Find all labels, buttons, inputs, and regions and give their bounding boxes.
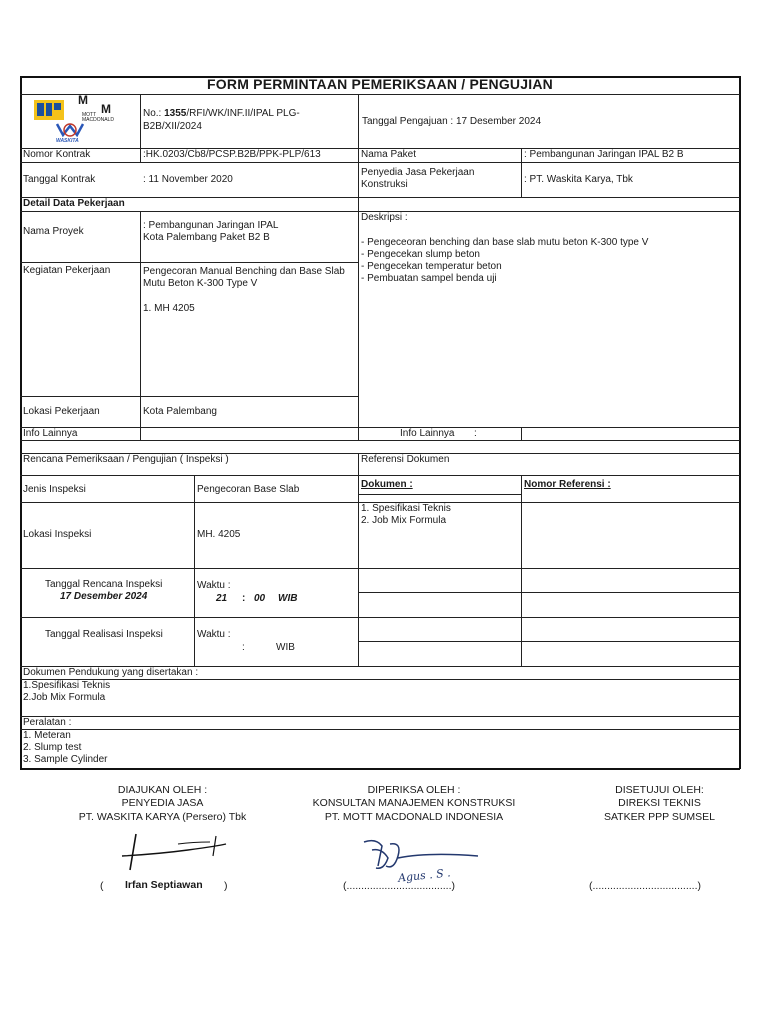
lokasi-inspeksi-value: MH. 4205 [197, 529, 241, 540]
deskripsi-item: - Pembuatan sampel benda uji [361, 273, 497, 284]
nomor-kontrak-value: :HK.0203/Cb8/PCSP.B2B/PPK-PLP/613 [143, 149, 321, 160]
tanggal-kontrak-value: : 11 November 2020 [143, 174, 233, 185]
waktu-rencana-label: Waktu : [197, 580, 231, 591]
kegiatan-line2: Mutu Beton K-300 Type V [143, 278, 258, 289]
deskripsi-label: Deskripsi : [361, 212, 408, 223]
mott-line2: MACDONALD [82, 117, 114, 123]
name1-close-paren: ) [224, 880, 228, 892]
peralatan-item: 1. Meteran [23, 730, 71, 741]
lokasi-pekerjaan-label: Lokasi Pekerjaan [23, 406, 100, 417]
deskripsi-item: - Pengecekan temperatur beton [361, 261, 502, 272]
nama-proyek-label: Nama Proyek [23, 226, 84, 237]
signature-irfan [118, 830, 233, 875]
form-title: FORM PERMINTAAN PEMERIKSAAN / PENGUJIAN [207, 76, 553, 92]
kegiatan-label: Kegiatan Pekerjaan [23, 265, 111, 276]
dokumen-item: 2. Job Mix Formula [361, 515, 447, 526]
signer-name-konsultan: (....................................) [343, 880, 456, 892]
referensi-label: Referensi Dokumen [361, 454, 450, 465]
peralatan-label: Peralatan : [23, 717, 72, 728]
signer-name-direksi: (....................................) [589, 880, 702, 892]
dokumen-pendukung-label: Dokumen Pendukung yang disertakan : [23, 667, 199, 678]
info-lainnya-right-label: Info Lainnya [400, 428, 455, 439]
info-lainnya-right-colon: : [474, 428, 477, 439]
waktu-rencana-min: 00 [254, 593, 266, 604]
tanggal-realisasi-label: Tanggal Realisasi Inspeksi [45, 629, 163, 640]
tanggal-pengajuan: Tanggal Pengajuan : 17 Desember 2024 [362, 116, 542, 127]
dokumen-header: Dokumen : [361, 479, 413, 490]
jenis-inspeksi-value: Pengecoran Base Slab [197, 484, 300, 495]
nama-proyek-line1: : Pembangunan Jaringan IPAL [143, 220, 279, 231]
lokasi-pekerjaan-value: Kota Palembang [143, 406, 217, 417]
waktu-realisasi-label: Waktu : [197, 629, 231, 640]
waktu-realisasi-zone: WIB [276, 642, 295, 653]
penyedia-value: : PT. Waskita Karya, Tbk [524, 174, 633, 185]
rfi-number-line2: B2B/XII/2024 [143, 121, 202, 132]
tanggal-kontrak-label: Tanggal Kontrak [23, 174, 96, 185]
dokumen-pendukung-item: 2.Job Mix Formula [23, 692, 106, 703]
detail-section-label: Detail Data Pekerjaan [23, 198, 125, 209]
deskripsi-item: - Pengeceoran benching dan base slab mutu beton K-300 type V [361, 237, 649, 248]
kegiatan-line1: Pengecoran Manual Benching dan Base Slab [143, 266, 345, 277]
dokumen-item: 1. Spesifikasi Teknis [361, 503, 451, 514]
nomor-referensi-header: Nomor Referensi : [524, 479, 611, 490]
deskripsi-item: - Pengecekan slump beton [361, 249, 480, 260]
penyedia-label-1: Penyedia Jasa Pekerjaan [361, 167, 475, 178]
waktu-rencana-zone: WIB [278, 593, 298, 604]
handwritten-note: Agus . S . [397, 866, 452, 885]
penyedia-label-2: Konstruksi [361, 179, 408, 190]
kegiatan-line3: 1. MH 4205 [143, 303, 195, 314]
lokasi-inspeksi-label: Lokasi Inspeksi [23, 529, 92, 540]
rencana-label: Rencana Pemeriksaan / Pengujian ( Inspeksi ) [23, 454, 229, 465]
peralatan-item: 3. Sample Cylinder [23, 754, 108, 765]
rfi-number: No.: 1355/RFI/WK/INF.II/IPAL PLG- [143, 108, 300, 119]
waktu-rencana-colon: : [242, 593, 246, 604]
info-lainnya-label: Info Lainnya [23, 428, 78, 439]
nama-paket-value: : Pembangunan Jaringan IPAL B2 B [524, 149, 684, 160]
jenis-inspeksi-label: Jenis Inspeksi [23, 484, 86, 495]
waskita-logo [55, 121, 85, 138]
waktu-rencana-hour: 21 [216, 593, 228, 604]
waskita-text: WASKITA [56, 138, 79, 144]
dokumen-pendukung-item: 1.Spesifikasi Teknis [23, 680, 111, 691]
nomor-kontrak-label: Nomor Kontrak [23, 149, 91, 160]
signer-name-penyedia: Irfan Septiawan [125, 879, 203, 891]
nama-proyek-line2: Kota Palembang Paket B2 B [143, 232, 270, 243]
mm-letter-1: M [78, 93, 88, 107]
pupr-logo [33, 99, 65, 121]
tanggal-rencana-label: Tanggal Rencana Inspeksi [45, 579, 163, 590]
mm-letter-2: M [101, 102, 111, 116]
name1-open-paren: ( [100, 880, 104, 892]
peralatan-item: 2. Slump test [23, 742, 82, 753]
tanggal-rencana-value: 17 Desember 2024 [60, 591, 148, 602]
mott-line1: MOTT [82, 112, 97, 118]
waktu-realisasi-colon: : [242, 642, 245, 653]
nama-paket-label: Nama Paket [361, 149, 417, 160]
